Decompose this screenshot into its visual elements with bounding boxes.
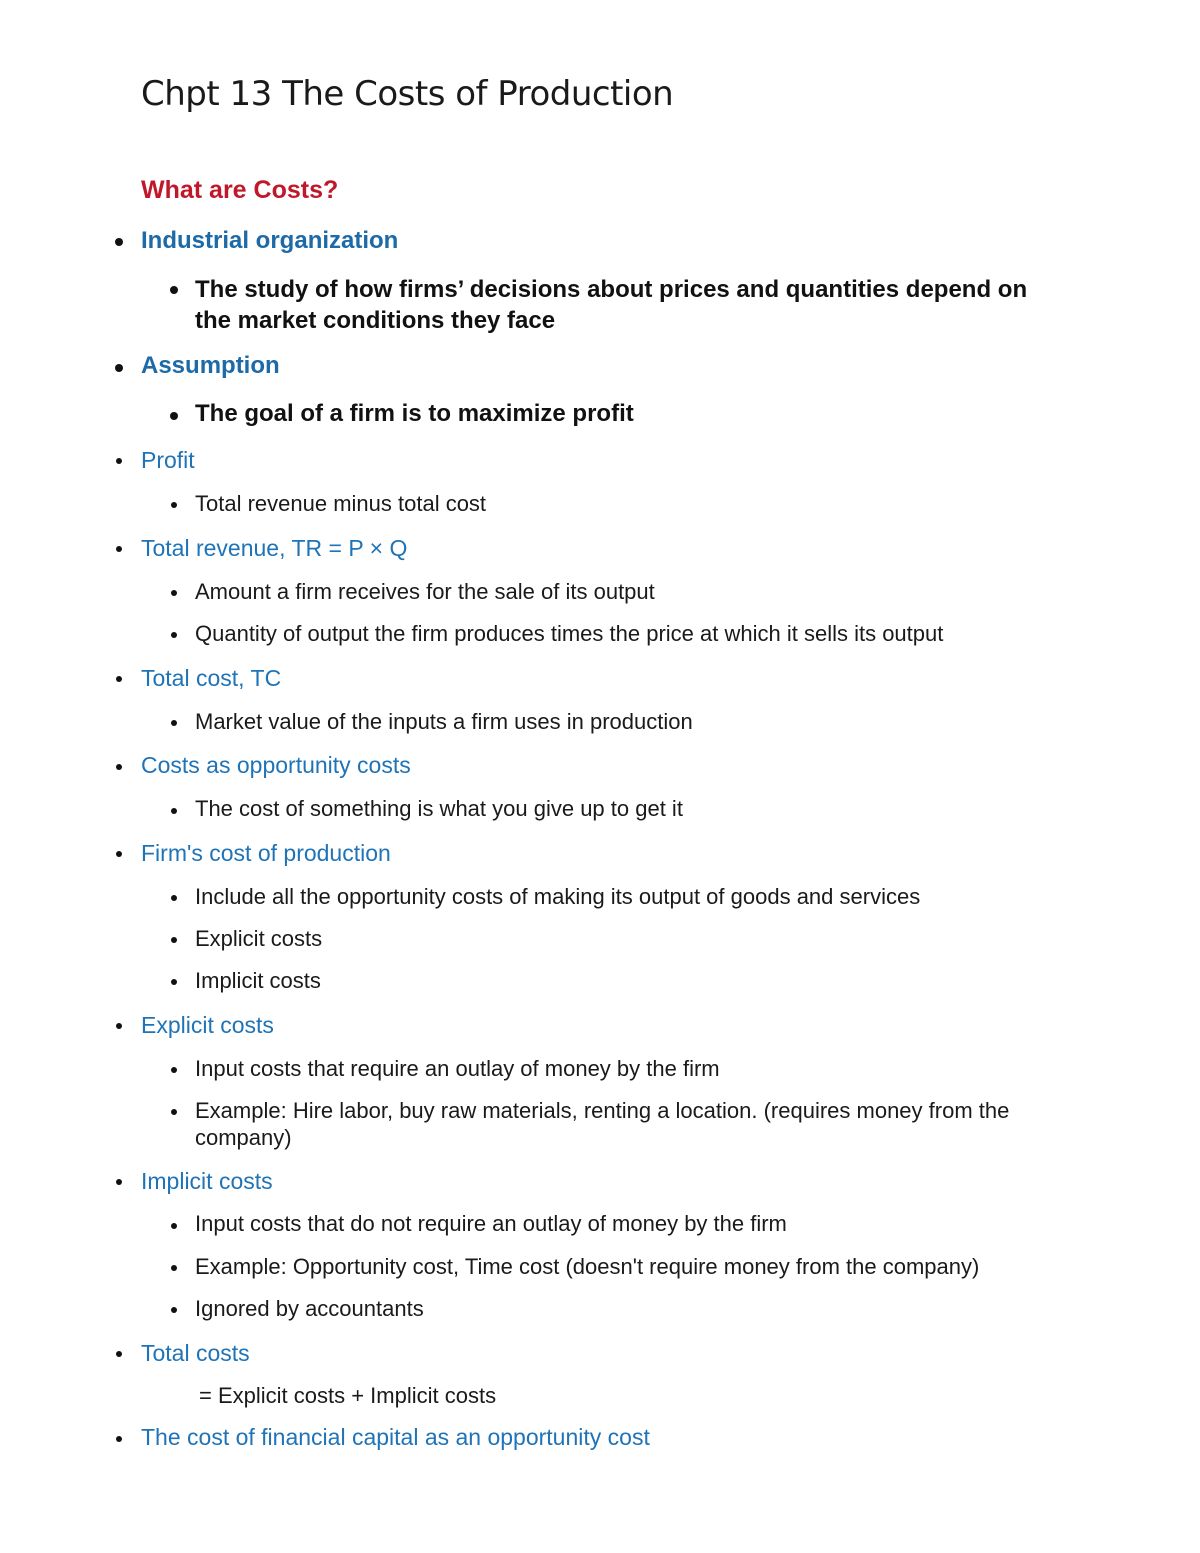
bullet-icon	[116, 1179, 122, 1185]
list-item-opportunity-costs-definition: The cost of something is what you give up to get it	[195, 796, 683, 821]
bullet-icon	[116, 676, 122, 682]
bullet-icon	[116, 764, 122, 770]
list-item-explicit-costs-definition-1: Input costs that require an outlay of money by the firm	[195, 1056, 720, 1081]
list-item-implicit-costs-definition-1: Input costs that do not require an outlay of money by the firm	[195, 1211, 787, 1236]
list-item-implicit-costs: Implicit costs	[141, 1168, 273, 1194]
bullet-icon	[171, 979, 177, 985]
list-item-explicit-costs: Explicit costs	[141, 1012, 274, 1038]
bullet-icon	[171, 502, 177, 508]
bullet-icon	[171, 1223, 177, 1229]
list-item-firm-cost-definition-1: Include all the opportunity costs of making its output of goods and services	[195, 884, 921, 909]
bullet-icon	[171, 895, 177, 901]
list-item-total-revenue-definition-2: Quantity of output the firm produces times the price at which it sells its output	[195, 621, 944, 646]
list-item-profit-definition: Total revenue minus total cost	[195, 491, 487, 516]
list-item-total-cost: Total cost, TC	[141, 665, 282, 691]
list-item-total-revenue-definition-1: Amount a firm receives for the sale of its output	[195, 579, 655, 604]
bullet-icon	[171, 808, 177, 814]
bullet-icon	[171, 590, 177, 596]
bullet-icon	[116, 851, 122, 857]
list-item-industrial-organization: Industrial organization	[141, 227, 399, 254]
bullet-icon	[116, 458, 122, 464]
bullet-icon	[171, 1109, 177, 1115]
list-item-opportunity-costs: Costs as opportunity costs	[141, 752, 411, 778]
bullet-icon	[171, 1067, 177, 1073]
bullet-icon	[171, 937, 177, 943]
bullet-icon	[170, 412, 178, 420]
bullet-icon	[170, 286, 178, 294]
page-title: Chpt 13 The Costs of Production	[141, 74, 674, 114]
section-heading: What are Costs?	[141, 176, 339, 204]
bullet-icon	[171, 720, 177, 726]
bullet-icon	[116, 546, 122, 552]
total-costs-formula: = Explicit costs + Implicit costs	[199, 1383, 497, 1408]
list-item-total-costs: Total costs	[141, 1340, 250, 1366]
list-item-firm-cost-definition-2: Explicit costs	[195, 926, 323, 951]
list-item-financial-capital: The cost of financial capital as an opportunity cost	[141, 1424, 650, 1450]
list-item-firm-cost-of-production: Firm's cost of production	[141, 840, 391, 866]
bullet-icon	[116, 1023, 122, 1029]
list-item-explicit-costs-definition-2: Example: Hire labor, buy raw materials, renting a location. (requires money from the company)	[195, 1098, 1010, 1150]
bullet-icon	[171, 1265, 177, 1271]
list-item-total-cost-definition: Market value of the inputs a firm uses in production	[195, 709, 693, 734]
list-item-implicit-costs-definition-3: Ignored by accountants	[195, 1296, 424, 1321]
list-item-assumption-definition: The goal of a firm is to maximize profit	[195, 400, 634, 427]
list-item-profit: Profit	[141, 447, 195, 473]
bullet-icon	[171, 1307, 177, 1313]
bullet-icon	[171, 632, 177, 638]
bullet-icon	[115, 364, 123, 372]
bullet-icon	[116, 1351, 122, 1357]
list-item-industrial-organization-definition: The study of how firms’ decisions about prices and quantities depend on the market conditions they face	[195, 276, 1028, 334]
bullet-icon	[116, 1436, 122, 1442]
list-item-firm-cost-definition-3: Implicit costs	[195, 968, 321, 993]
list-item-assumption: Assumption	[141, 352, 280, 379]
list-item-total-revenue: Total revenue, TR = P × Q	[141, 535, 408, 561]
bullet-icon	[115, 238, 123, 246]
list-item-implicit-costs-definition-2: Example: Opportunity cost, Time cost (doesn't require money from the company)	[195, 1254, 980, 1279]
